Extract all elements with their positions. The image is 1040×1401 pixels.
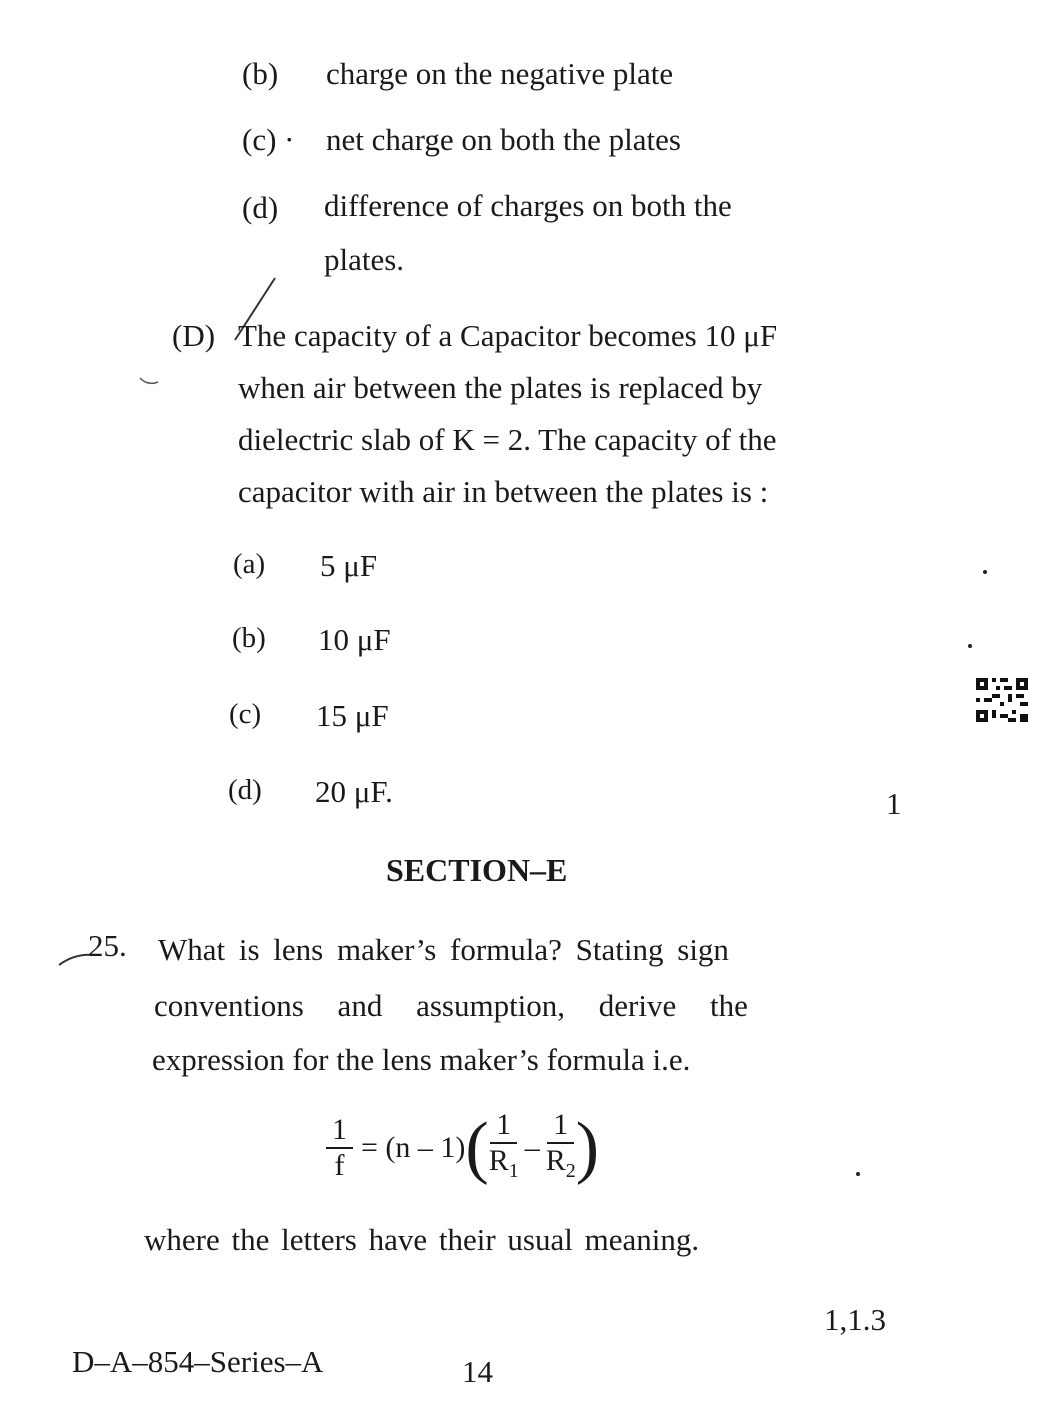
- formula-fraction-1: [489, 1108, 519, 1188]
- formula-middle: = (n – 1): [361, 1131, 466, 1164]
- option-d-text-continued: plates.: [324, 242, 405, 277]
- question-25-marks: 1,1.3: [824, 1302, 886, 1337]
- question-25-closing: where the letters have their usual meaning.: [144, 1222, 700, 1257]
- formula-close-paren: ): [575, 1109, 600, 1186]
- answer-b-label: (b): [232, 622, 266, 654]
- section-title: SECTION–E: [386, 852, 568, 888]
- question-d-line-2: when air between the plates is replaced by: [238, 370, 763, 405]
- option-b-text: charge on the negative plate: [326, 56, 674, 91]
- option-c-text: net charge on both the plates: [326, 122, 681, 157]
- option-c-label: (c) ·: [242, 122, 295, 157]
- footer-series-code: D–A–854–Series–A: [72, 1344, 324, 1379]
- formula-fraction-1-denominator: $R_1$: [488, 1144, 519, 1182]
- answer-a-text: 5 μF: [320, 548, 378, 583]
- answer-d-text: 20 μF.: [315, 774, 393, 809]
- answer-c-label: (c): [229, 698, 262, 730]
- question-25-line-1: What is lens maker’s formula? Stating sign: [158, 932, 729, 967]
- formula-fraction-1-numerator: 1: [490, 1108, 517, 1144]
- question-25-line-2: conventions and assumption, derive the: [154, 988, 748, 1023]
- answer-c-text: 15 μF: [316, 698, 389, 733]
- option-d-label: (d): [242, 190, 279, 225]
- question-d-line-1: The capacity of a Capacitor becomes 10 μF: [238, 318, 778, 353]
- question-d-marks: 1: [886, 786, 902, 821]
- formula-fraction-2-numerator: 1: [547, 1108, 574, 1144]
- formula-lhs-numerator: 1: [326, 1113, 353, 1149]
- question-25-line-3: expression for the lens maker’s formula i.e.: [152, 1042, 691, 1077]
- lens-maker-formula: [326, 1108, 599, 1188]
- stray-dot: [968, 644, 972, 648]
- stray-dot: [856, 1172, 860, 1176]
- question-25-number: 25.: [88, 928, 127, 963]
- formula-fraction-2: [546, 1108, 576, 1188]
- footer-page-number: 14: [462, 1354, 493, 1389]
- formula-minus: –: [524, 1131, 540, 1164]
- formula-lhs-fraction: [326, 1113, 353, 1183]
- qr-code-icon: [976, 677, 1028, 723]
- answer-a-label: (a): [233, 548, 266, 580]
- formula-open-paren: (: [465, 1109, 489, 1186]
- stray-dot: [983, 570, 987, 574]
- formula-fraction-2-denominator: $R_2$: [545, 1144, 576, 1182]
- question-d-line-4: capacitor with air in between the plates is :: [238, 474, 769, 509]
- question-d-line-3: dielectric slab of K = 2. The capacity of the: [238, 422, 777, 457]
- question-d-label: (D): [172, 318, 216, 353]
- option-d-text: difference of charges on both the: [324, 188, 732, 223]
- option-b-label: (b): [242, 56, 279, 91]
- answer-d-label: (d): [228, 774, 262, 806]
- formula-lhs-denominator: f: [334, 1149, 345, 1182]
- answer-b-text: 10 μF: [318, 622, 391, 657]
